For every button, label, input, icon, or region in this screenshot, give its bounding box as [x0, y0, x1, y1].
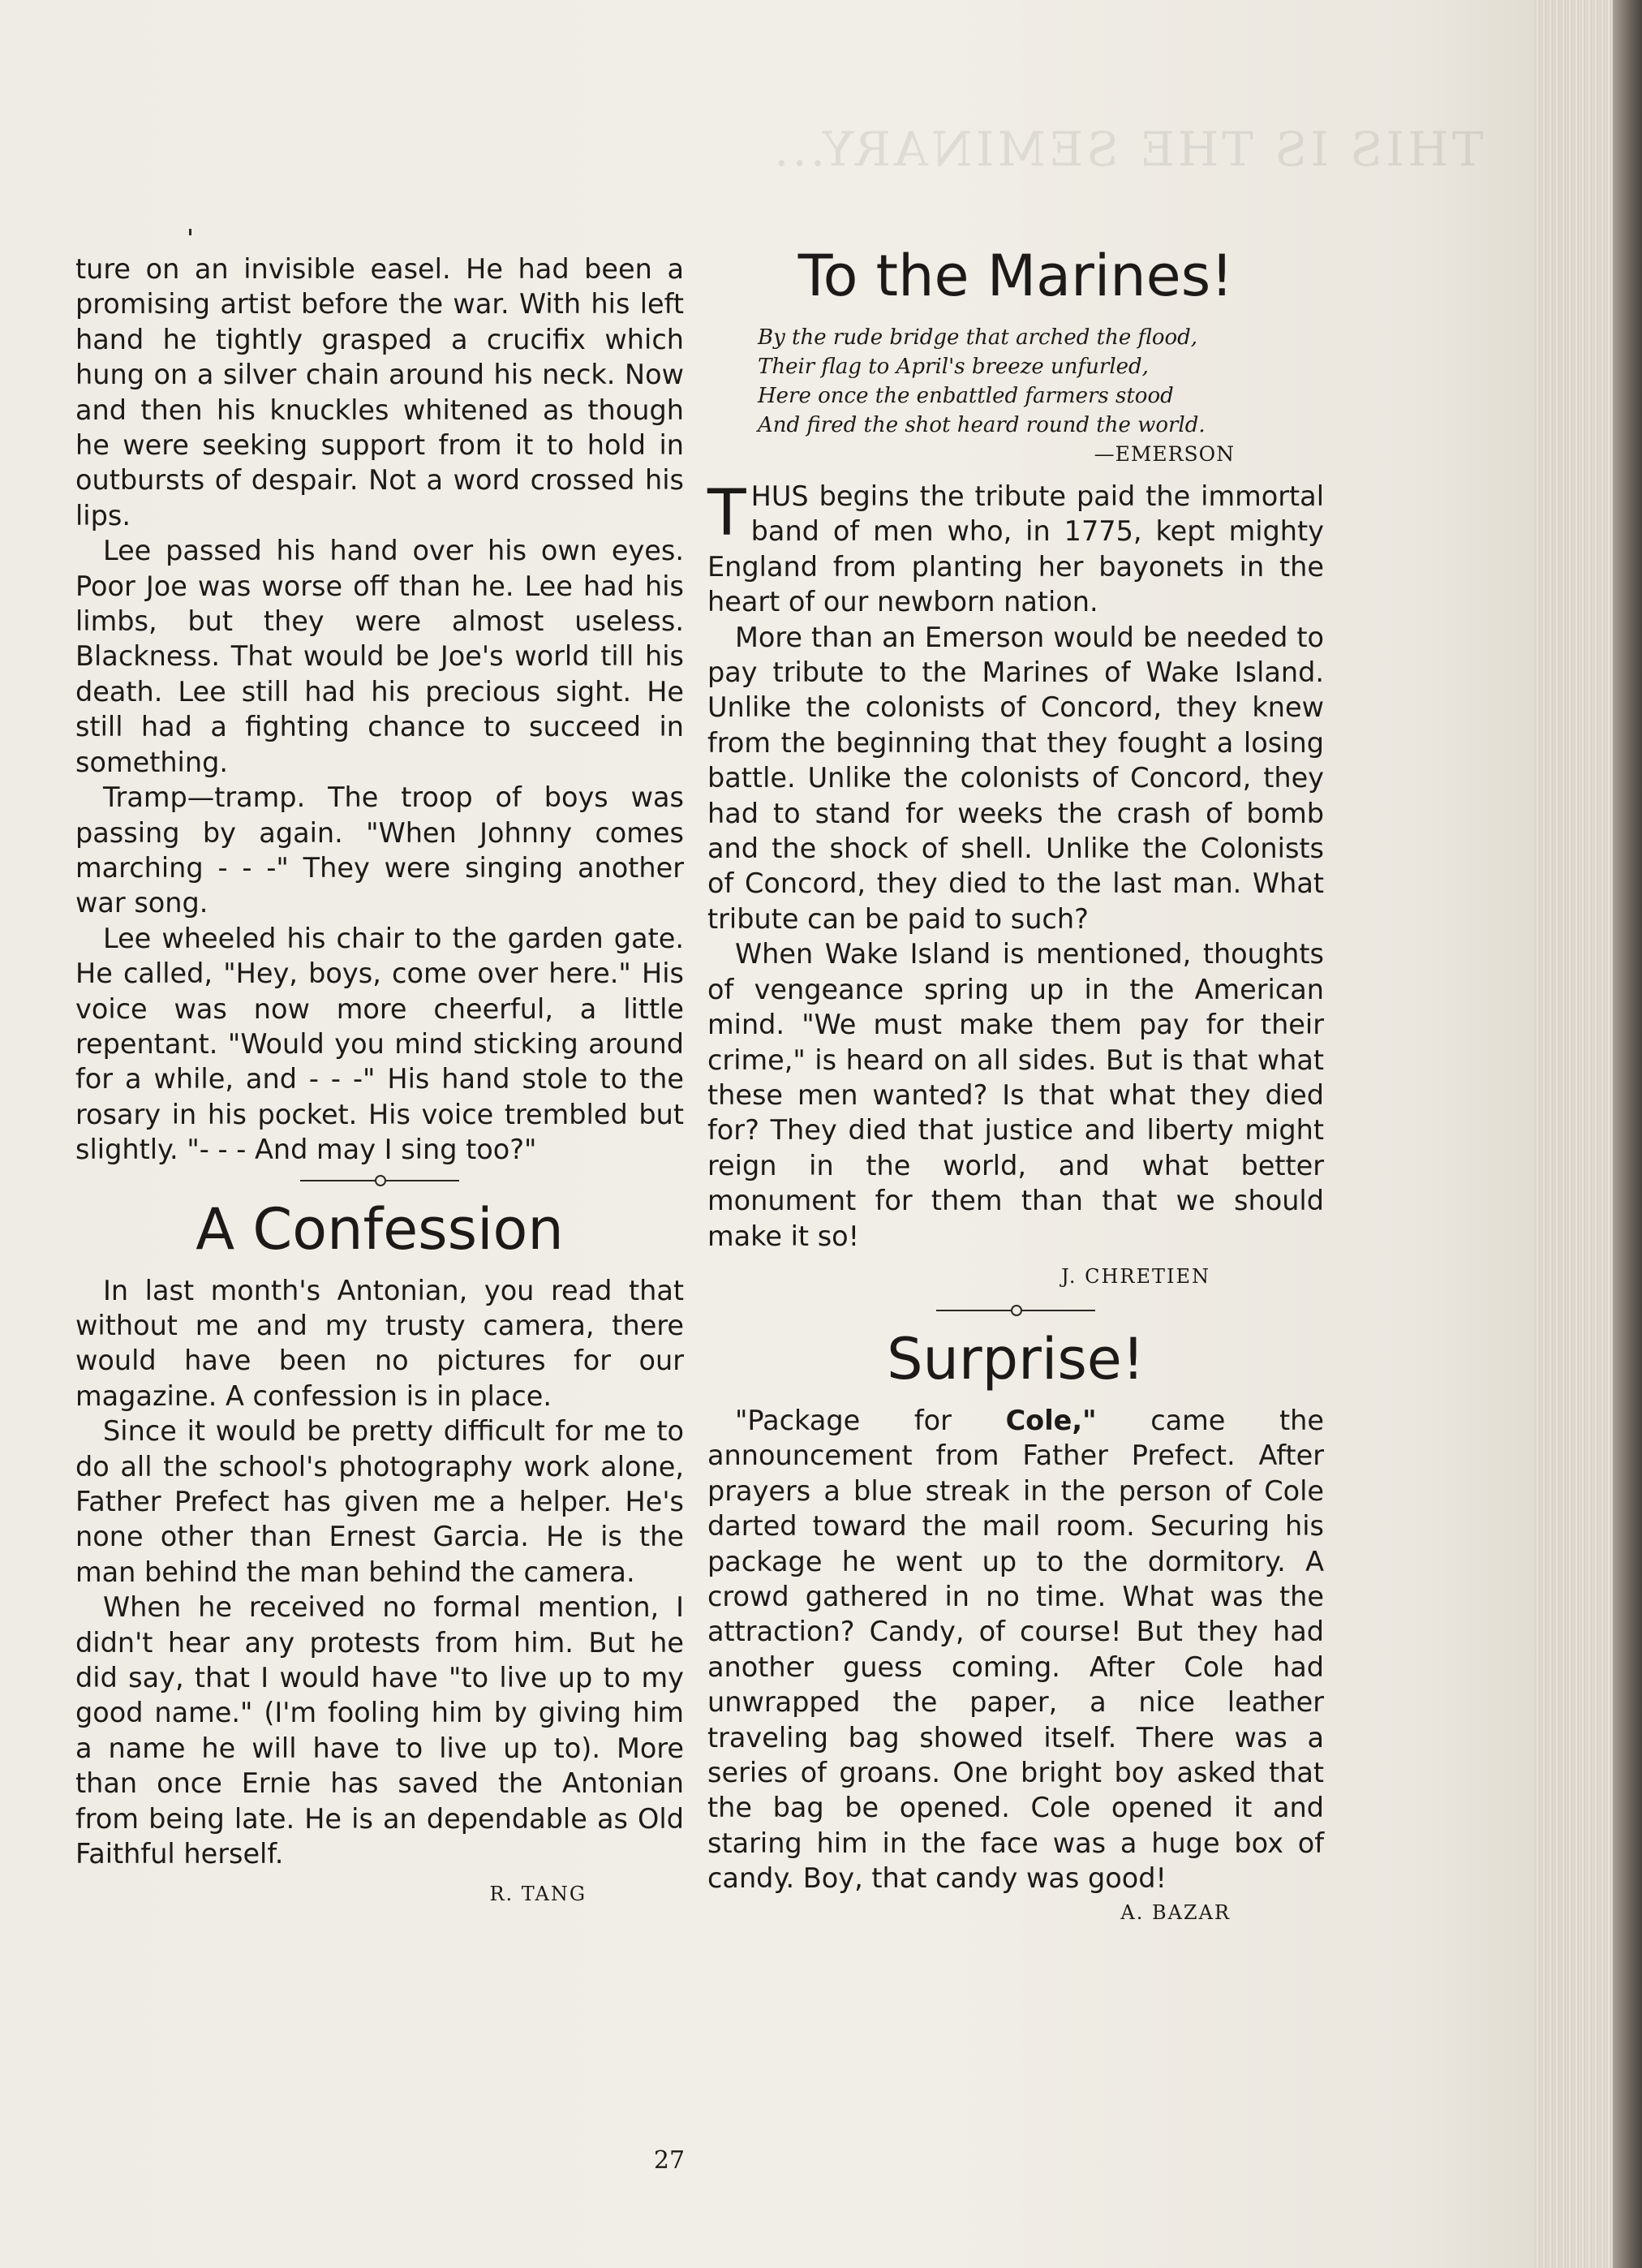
marines-paragraph-2: More than an Emerson would be needed to pay tribute to the Marines of Wake Island. Unlike the colonists of Concord, they knew from the beginning that they fought a losing battle. Unlike the colonists of Concord, they had to stand for weeks the crash of bomb and the shock of shell. Unlike the Colonists of Concord, they died to the last man. What tribute can be paid to such?: [707, 621, 1324, 935]
story-paragraph-2: Lee passed his hand over his own eyes. Poor Joe was worse off than he. Lee had his limbs, but they were almost useless. Blackness. That would be Joe's world till his death. Lee still had his precious sight. He still had a fighting chance to succeed in something.: [75, 535, 684, 778]
surprise-bold-name: Cole,": [1005, 1404, 1097, 1436]
right-column: [707, 243, 1324, 1937]
page-number: 27: [653, 2146, 686, 2175]
confession-paragraph-1: In last month's Antonian, you read that without me and my trusty camera, there would have been no pictures for our magazine. A confession is in place.: [75, 1274, 684, 1412]
verse-line: And fired the shot heard round the world.: [758, 413, 1206, 437]
book-cover-edge: [1613, 0, 1642, 2268]
emerson-verse: [707, 323, 1324, 469]
section-divider: [300, 1171, 459, 1189]
bleed-through-text: THIS IS THE SEMINARY...: [771, 122, 1484, 177]
surprise-author: A. BAZAR: [1120, 1900, 1231, 1924]
story-paragraph-4: Lee wheeled his chair to the garden gate. He called, "Hey, boys, come over here." His voice was now more cheerful, a little repentant. "Would you mind sticking around for a while, and - - -" His hand stole to the rosary in his pocket. His voice trembled but slightly. "- - - And may I sing too?": [75, 922, 684, 1166]
surprise-text-start: "Package for: [735, 1404, 1006, 1436]
surprise-title: Surprise!: [887, 1325, 1145, 1392]
confession-author: R. TANG: [489, 1883, 587, 1906]
section-divider: [936, 1301, 1095, 1319]
verse-author: —EMERSON: [1094, 442, 1235, 466]
ink-mark: [189, 229, 191, 235]
story-paragraph-1: ture on an invisible easel. He had been a promising artist before the war. With his left hand he tightly grasped a crucifix which hung on a silver chain around his neck. Now and then his knuckles whitened as though he were seeking support from it to hold in outbursts of despair. Not a word crossed his lips.: [75, 253, 684, 531]
verse-line: Here once the enbattled farmers stood: [758, 384, 1174, 408]
marines-paragraph-1: [707, 479, 1324, 620]
confession-paragraph-3: When he received no formal mention, I didn't hear any protests from him. But he did say, that I would have "to live up to my good name." (I'm fooling him by giving him a name he will have to live up to). More than once Ernie has saved the Antonian from being late. He is an dependable as Old Faithful herself.: [75, 1591, 684, 1870]
confession-title: A Confession: [196, 1195, 564, 1263]
surprise-text-rest: came the announcement from Father Prefect. After prayers a blue streak in the person of Cole darted toward the mail room. Securing his package he went up to the dormitory. A crowd gathered in no time. What was the attraction? Candy, of course! But they had another guess coming. After Cole had unwrapped the paper, a nice leather traveling bag showed itself. There was a series of groans. One bright boy asked that the bag be opened. Cole opened it and staring him in the face was a huge box of candy. Boy, that candy was good!: [707, 1404, 1324, 1895]
marines-first-text: HUS begins the tribute paid the immortal band of men who, in 1775, kept mighty England from planting her bayonets in the heart of our newborn nation.: [707, 480, 1324, 618]
confession-paragraph-2: Since it would be pretty difficult for me to do all the school's photography work alone, Father Prefect has given me a helper. He's none other than Ernest Garcia. He is the man behind the man behind the camera.: [75, 1415, 684, 1588]
marines-author: J. CHRETIEN: [1061, 1264, 1210, 1288]
left-column: [75, 252, 684, 1918]
drop-cap: T: [707, 477, 746, 550]
marines-paragraph-3: When Wake Island is mentioned, thoughts of vengeance spring up in the American mind. "We must make them pay for their crime," is heard on all sides. But is that what these men wanted? Is that what they died for? They died that justice and liberty might reign in the world, and what better monument for them than that we should make it so!: [707, 938, 1324, 1252]
verse-line: By the rude bridge that arched the flood,: [758, 325, 1198, 350]
marines-title: To the Marines!: [797, 243, 1234, 309]
story-paragraph-3: Tramp—tramp. The troop of boys was passing by again. "When Johnny comes marching - - -" They were singing another war song.: [75, 781, 684, 919]
verse-line: Their flag to April's breeze unfurled,: [758, 355, 1149, 379]
surprise-paragraph: [707, 1403, 1324, 1896]
